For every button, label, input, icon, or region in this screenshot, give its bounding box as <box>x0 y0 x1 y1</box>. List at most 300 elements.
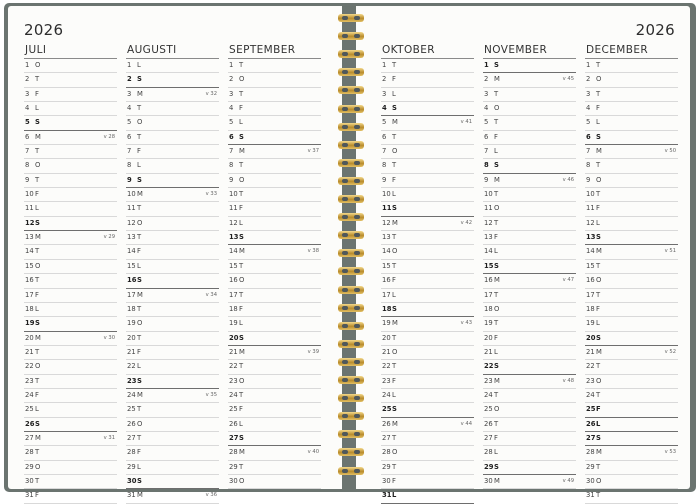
day-number: 9 <box>229 175 234 184</box>
week-number: v 44 <box>460 420 472 427</box>
binding-ring <box>338 159 364 167</box>
week-number: v 43 <box>460 320 472 327</box>
day-row <box>126 217 219 231</box>
day-number: 10 <box>25 190 34 199</box>
weekday-letter: F <box>392 175 396 184</box>
weekday-letter: T <box>239 89 244 98</box>
weekday-letter: M <box>35 233 41 242</box>
day-row <box>381 73 474 87</box>
weekday-letter: T <box>596 491 601 500</box>
weekday-letter: F <box>239 304 243 313</box>
day-row <box>228 360 321 374</box>
day-number: 21 <box>229 347 238 356</box>
weekday-letter: M <box>239 347 245 356</box>
weekday-letter: S <box>35 218 40 227</box>
day-number: 17 <box>484 290 493 299</box>
weekday-letter: F <box>494 433 498 442</box>
day-row <box>24 375 117 389</box>
day-row <box>228 88 321 102</box>
day-number: 23 <box>229 376 238 385</box>
day-number: 26 <box>127 419 136 428</box>
weekday-letter: T <box>392 61 397 69</box>
day-row <box>24 145 117 159</box>
day-number: 26 <box>586 419 596 428</box>
day-row <box>381 432 474 446</box>
weekday-letter: S <box>596 233 601 242</box>
weekday-letter: S <box>494 362 499 371</box>
day-number: 16 <box>25 276 34 285</box>
day-row <box>126 346 219 360</box>
day-number: 19 <box>484 319 493 328</box>
day-row <box>483 432 576 446</box>
weekday-letter: T <box>596 462 601 471</box>
day-number: 11 <box>25 204 34 213</box>
day-row <box>228 174 321 188</box>
day-row <box>24 202 117 216</box>
weekday-letter: F <box>35 190 39 199</box>
week-number: v 34 <box>205 291 217 298</box>
week-number: v 41 <box>460 119 472 126</box>
day-number: 12 <box>25 218 35 227</box>
month-name: OKTOBER <box>381 43 474 59</box>
day-number: 9 <box>127 175 132 184</box>
day-number: 30 <box>229 476 238 485</box>
binding-ring <box>338 358 364 366</box>
week-number: v 35 <box>205 391 217 398</box>
day-number: 4 <box>382 104 387 113</box>
weekday-letter: L <box>137 161 141 170</box>
day-row <box>126 59 219 73</box>
day-number: 24 <box>586 390 595 399</box>
binding-ring <box>338 50 364 58</box>
day-number: 2 <box>25 75 30 84</box>
day-number: 7 <box>586 147 591 156</box>
day-row <box>228 317 321 331</box>
day-number: 28 <box>586 448 595 457</box>
day-number: 15 <box>127 261 136 270</box>
weekday-letter: F <box>137 247 141 256</box>
weekday-letter: T <box>596 161 601 170</box>
day-number: 26 <box>484 419 493 428</box>
month-column-juli <box>24 43 117 504</box>
day-row <box>24 461 117 475</box>
weekday-letter: F <box>596 204 600 213</box>
month-column-augusti <box>126 43 219 504</box>
weekday-letter: T <box>392 233 397 242</box>
day-row <box>126 389 219 403</box>
day-number: 5 <box>382 118 387 127</box>
weekday-letter: T <box>137 433 142 442</box>
day-row <box>483 145 576 159</box>
weekday-letter: O <box>596 175 602 184</box>
weekday-letter: T <box>239 390 244 399</box>
day-number: 20 <box>127 333 136 342</box>
weekday-letter: T <box>137 104 142 113</box>
weekday-letter: T <box>239 161 244 170</box>
day-row <box>483 260 576 274</box>
weekday-letter: M <box>596 147 602 156</box>
weekday-letter: T <box>35 448 40 457</box>
day-row <box>483 418 576 432</box>
week-number: v 49 <box>562 477 574 484</box>
day-number: 6 <box>382 132 387 141</box>
day-row <box>381 475 474 489</box>
day-row <box>126 489 219 503</box>
day-row <box>24 289 117 303</box>
month-column-november <box>483 43 576 489</box>
day-row <box>585 231 678 245</box>
weekday-letter: O <box>596 75 602 84</box>
weekday-letter: O <box>35 261 41 270</box>
day-number: 24 <box>382 390 391 399</box>
weekday-letter: F <box>596 304 600 313</box>
day-row <box>24 389 117 403</box>
weekday-letter: O <box>35 61 41 69</box>
weekday-letter: F <box>494 333 498 342</box>
day-row <box>585 461 678 475</box>
day-row <box>126 303 219 317</box>
day-row <box>228 260 321 274</box>
weekday-letter: O <box>392 247 398 256</box>
week-number: v 47 <box>562 277 574 284</box>
day-number: 10 <box>382 190 391 199</box>
day-row <box>228 217 321 231</box>
day-row <box>585 446 678 460</box>
weekday-letter: M <box>137 491 143 500</box>
day-number: 20 <box>586 333 596 342</box>
weekday-letter: L <box>494 448 498 457</box>
day-row <box>483 188 576 202</box>
weekday-letter: F <box>35 290 39 299</box>
weekday-letter: M <box>239 147 245 156</box>
weekday-letter: M <box>596 347 602 356</box>
weekday-letter: F <box>392 276 396 285</box>
day-row <box>585 188 678 202</box>
day-list <box>483 59 576 489</box>
binding-ring <box>338 340 364 348</box>
day-row <box>228 446 321 460</box>
weekday-letter: M <box>494 276 500 285</box>
weekday-letter: T <box>596 390 601 399</box>
day-row <box>24 59 117 73</box>
day-number: 17 <box>382 290 391 299</box>
day-row <box>126 116 219 130</box>
day-number: 13 <box>229 233 239 242</box>
day-row <box>381 245 474 259</box>
weekday-letter: T <box>239 261 244 270</box>
week-number: v 28 <box>103 133 115 140</box>
weekday-letter: T <box>494 190 499 199</box>
binding-ring <box>338 412 364 420</box>
day-number: 26 <box>229 419 238 428</box>
day-number: 1 <box>586 61 591 69</box>
day-number: 17 <box>127 290 136 299</box>
day-number: 2 <box>127 75 132 84</box>
day-row <box>585 245 678 259</box>
day-number: 15 <box>25 261 34 270</box>
day-row <box>585 289 678 303</box>
day-row <box>585 332 678 346</box>
weekday-letter: O <box>137 419 143 428</box>
weekday-letter: S <box>239 233 244 242</box>
day-row <box>585 360 678 374</box>
weekday-letter: M <box>494 476 500 485</box>
weekday-letter: S <box>494 462 499 471</box>
day-row <box>585 375 678 389</box>
weekday-letter: T <box>392 261 397 270</box>
day-number: 11 <box>586 204 595 213</box>
day-row <box>585 73 678 87</box>
day-row <box>24 159 117 173</box>
day-row <box>126 260 219 274</box>
week-number: v 50 <box>664 148 676 155</box>
day-row <box>483 73 576 87</box>
weekday-letter: O <box>494 104 500 113</box>
week-number: v 38 <box>307 248 319 255</box>
weekday-letter: T <box>137 233 142 242</box>
day-row <box>483 59 576 73</box>
weekday-letter: M <box>494 376 500 385</box>
day-row <box>585 202 678 216</box>
weekday-letter: F <box>596 405 601 414</box>
weekday-letter: T <box>35 175 40 184</box>
day-number: 26 <box>25 419 35 428</box>
day-number: 8 <box>229 161 234 170</box>
weekday-letter: M <box>35 333 41 342</box>
binding-ring <box>338 123 364 131</box>
day-row <box>24 102 117 116</box>
weekday-letter: O <box>596 276 602 285</box>
day-row <box>585 217 678 231</box>
day-row <box>126 231 219 245</box>
day-number: 12 <box>229 218 238 227</box>
day-row <box>381 260 474 274</box>
weekday-letter: O <box>137 118 143 127</box>
day-row <box>585 475 678 489</box>
day-row <box>585 432 678 446</box>
weekday-letter: L <box>35 405 39 414</box>
day-row <box>585 102 678 116</box>
weekday-letter: O <box>239 75 245 84</box>
day-row <box>381 317 474 331</box>
day-row <box>24 346 117 360</box>
weekday-letter: T <box>137 132 142 141</box>
day-number: 9 <box>25 175 30 184</box>
day-number: 20 <box>382 333 391 342</box>
day-number: 4 <box>25 104 30 113</box>
day-row <box>228 375 321 389</box>
day-number: 4 <box>127 104 132 113</box>
month-name: AUGUSTI <box>126 43 219 59</box>
day-row <box>483 217 576 231</box>
day-row <box>228 461 321 475</box>
weekday-letter: O <box>137 319 143 328</box>
day-row <box>381 131 474 145</box>
day-number: 23 <box>382 376 391 385</box>
day-number: 14 <box>484 247 493 256</box>
weekday-letter: S <box>392 405 397 414</box>
day-row <box>24 116 117 130</box>
day-number: 5 <box>229 118 234 127</box>
weekday-letter: T <box>596 261 601 270</box>
day-number: 28 <box>484 448 493 457</box>
binding-ring <box>338 195 364 203</box>
day-row <box>483 116 576 130</box>
weekday-letter: O <box>392 448 398 457</box>
day-number: 25 <box>382 405 392 414</box>
day-number: 27 <box>229 433 239 442</box>
day-number: 8 <box>25 161 30 170</box>
day-row <box>24 446 117 460</box>
day-row <box>381 217 474 231</box>
day-number: 6 <box>586 132 591 141</box>
weekday-letter: S <box>35 419 40 428</box>
weekday-letter: T <box>392 362 397 371</box>
day-number: 22 <box>484 362 494 371</box>
weekday-letter: L <box>137 61 141 69</box>
day-row <box>483 274 576 288</box>
day-number: 27 <box>127 433 136 442</box>
weekday-letter: S <box>596 333 601 342</box>
day-row <box>585 403 678 417</box>
day-number: 9 <box>586 175 591 184</box>
day-row <box>24 432 117 446</box>
day-number: 6 <box>484 132 489 141</box>
day-number: 11 <box>229 204 238 213</box>
weekday-letter: L <box>392 290 396 299</box>
weekday-letter: M <box>239 448 245 457</box>
weekday-letter: T <box>137 405 142 414</box>
weekday-letter: T <box>35 276 40 285</box>
day-row <box>228 403 321 417</box>
left-year: 2026 <box>24 21 64 39</box>
day-row <box>228 245 321 259</box>
weekday-letter: T <box>392 161 397 170</box>
weekday-letter: T <box>239 61 244 69</box>
day-row <box>483 375 576 389</box>
day-number: 4 <box>229 104 234 113</box>
weekday-letter: S <box>392 104 397 113</box>
day-row <box>126 131 219 145</box>
weekday-letter: F <box>596 104 600 113</box>
day-number: 31 <box>382 491 392 500</box>
binding-ring <box>338 322 364 330</box>
day-number: 18 <box>229 304 238 313</box>
weekday-letter: M <box>596 448 602 457</box>
day-number: 21 <box>25 347 34 356</box>
day-number: 25 <box>484 405 493 414</box>
day-row <box>483 446 576 460</box>
weekday-letter: M <box>137 290 143 299</box>
day-row <box>228 116 321 130</box>
weekday-letter: T <box>239 290 244 299</box>
day-row <box>381 59 474 73</box>
day-row <box>24 403 117 417</box>
weekday-letter: L <box>35 304 39 313</box>
weekday-letter: O <box>596 376 602 385</box>
day-row <box>381 489 474 503</box>
day-number: 29 <box>229 462 238 471</box>
day-number: 15 <box>382 261 391 270</box>
weekday-letter: L <box>239 419 243 428</box>
weekday-letter: O <box>494 405 500 414</box>
day-number: 18 <box>586 304 595 313</box>
weekday-letter: T <box>494 319 499 328</box>
weekday-letter: M <box>392 118 398 127</box>
weekday-letter: F <box>392 376 396 385</box>
weekday-letter: T <box>494 89 499 98</box>
day-number: 21 <box>127 347 136 356</box>
weekday-letter: T <box>239 362 244 371</box>
binding-ring <box>338 267 364 275</box>
day-row <box>381 289 474 303</box>
weekday-letter: O <box>35 462 41 471</box>
day-number: 27 <box>25 433 34 442</box>
day-list <box>585 59 678 504</box>
day-number: 5 <box>586 118 591 127</box>
weekday-letter: L <box>137 261 141 270</box>
day-row <box>585 59 678 73</box>
month-column-december <box>585 43 678 504</box>
day-number: 22 <box>382 362 391 371</box>
day-number: 3 <box>586 89 591 98</box>
day-number: 23 <box>484 376 493 385</box>
weekday-letter: T <box>392 333 397 342</box>
day-row <box>381 303 474 317</box>
day-row <box>126 446 219 460</box>
day-number: 28 <box>127 448 136 457</box>
day-row <box>228 131 321 145</box>
week-number: v 36 <box>205 492 217 499</box>
day-number: 18 <box>382 304 392 313</box>
day-row <box>228 418 321 432</box>
day-row <box>228 231 321 245</box>
day-row <box>126 245 219 259</box>
day-row <box>381 274 474 288</box>
day-number: 7 <box>25 147 30 156</box>
day-row <box>381 88 474 102</box>
day-row <box>585 145 678 159</box>
weekday-letter: T <box>392 462 397 471</box>
weekday-letter: T <box>494 218 499 227</box>
day-number: 7 <box>127 147 132 156</box>
weekday-letter: S <box>239 132 244 141</box>
day-number: 24 <box>127 390 136 399</box>
day-number: 5 <box>25 118 30 127</box>
week-number: v 37 <box>307 148 319 155</box>
day-number: 1 <box>382 61 387 69</box>
day-row <box>381 116 474 130</box>
day-number: 29 <box>586 462 595 471</box>
day-number: 25 <box>127 405 136 414</box>
day-row <box>24 245 117 259</box>
day-row <box>483 403 576 417</box>
day-number: 12 <box>586 218 595 227</box>
day-row <box>228 303 321 317</box>
day-row <box>585 116 678 130</box>
day-number: 28 <box>229 448 238 457</box>
day-row <box>483 88 576 102</box>
binding-ring <box>338 68 364 76</box>
day-number: 27 <box>586 433 596 442</box>
day-row <box>126 188 219 202</box>
day-row <box>126 360 219 374</box>
weekday-letter: T <box>596 362 601 371</box>
weekday-letter: F <box>137 347 141 356</box>
day-number: 17 <box>586 290 595 299</box>
week-number: v 45 <box>562 76 574 83</box>
day-number: 22 <box>127 362 136 371</box>
